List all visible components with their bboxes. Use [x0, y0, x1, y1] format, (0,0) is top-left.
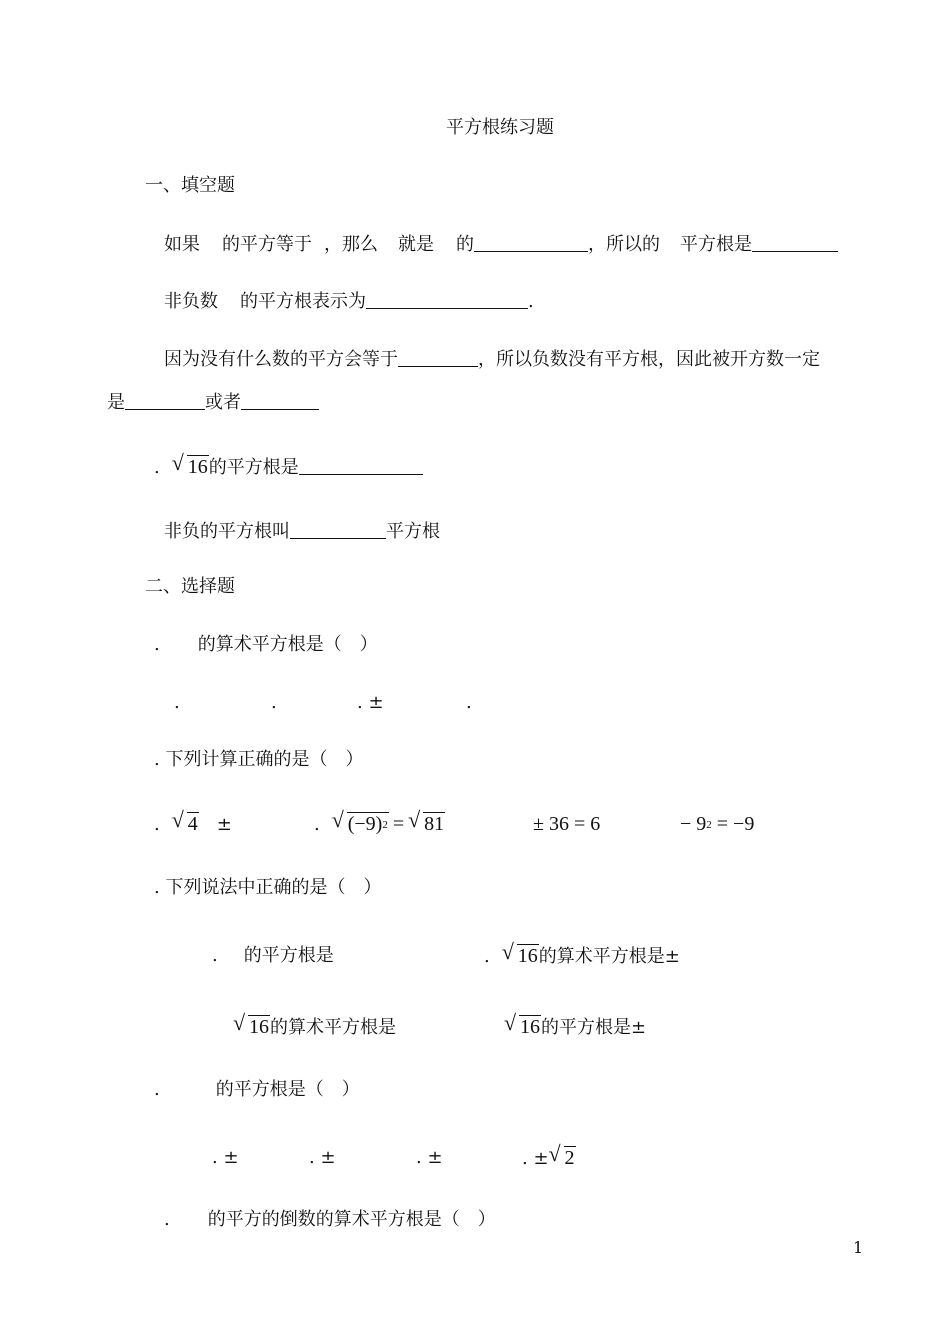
option-dot: . [212, 945, 218, 966]
option-text: 的算术平方根是± [538, 946, 680, 967]
option-text: = −9 [711, 813, 755, 835]
sqrt-expression: √ 4 [171, 807, 198, 835]
option-dot: . [314, 814, 320, 835]
q3-text-a: 因为没有什么数的平方会等于 [164, 349, 398, 370]
fill-question-4 [154, 450, 423, 480]
choice-option-c[interactable]: ± 36 = 6 [533, 813, 601, 835]
q1-text-a: 如果 [164, 234, 200, 255]
q5-text-a: 非负的平方根叫 [164, 521, 290, 542]
choice-option-c[interactable] [233, 1010, 396, 1040]
option-text: 的平方根是 [243, 945, 334, 966]
choice-option-b[interactable] [314, 807, 445, 837]
question-text: 的平方根是（ ） [215, 1079, 360, 1100]
choice-option-c[interactable]: . ± [416, 1147, 443, 1168]
answer-blank[interactable] [241, 389, 319, 410]
choice-option-d[interactable]: . [466, 692, 472, 713]
choice-option-d[interactable] [680, 812, 754, 837]
q3-text-c: 是 [107, 392, 125, 413]
sqrt-expression: √ 16 [171, 450, 208, 478]
q3-text-b: ，所以负数没有平方根，因此被开方数一定 [478, 349, 820, 370]
choice-option-a[interactable]: . ± [212, 1147, 239, 1168]
answer-blank[interactable] [474, 231, 588, 252]
q1-text-f: ，所以的 [588, 234, 660, 255]
fill-question-3-line1 [164, 346, 820, 372]
sqrt-expression: √ 16 [501, 939, 538, 967]
option-dot: . [484, 946, 490, 967]
question-dot: . [154, 634, 160, 655]
choice-option-c[interactable]: . ± [357, 692, 384, 713]
choice-question-5 [164, 1208, 496, 1232]
option-text: − 9 [680, 813, 707, 835]
choice-option-d[interactable] [522, 1141, 576, 1171]
fill-question-2 [164, 288, 534, 314]
page-title: 平方根练习题 [446, 117, 554, 138]
sqrt-expression: √ 2 [548, 1141, 575, 1169]
option-text: 的算术平方根是 [270, 1017, 396, 1038]
choice-option-a[interactable] [212, 944, 334, 968]
q1-text-g: 平方根是 [680, 234, 752, 255]
option-text: ± [216, 814, 232, 835]
question-dot: . [164, 1209, 170, 1230]
q1-text-c: ，那么 [324, 234, 378, 255]
answer-blank[interactable] [125, 389, 205, 410]
answer-blank[interactable] [366, 288, 528, 309]
option-text: 的平方根是± [541, 1017, 647, 1038]
radicand: (−9) [347, 813, 383, 835]
q4-dot: . [154, 457, 160, 478]
q1-text-e: 的 [456, 234, 474, 255]
sqrt-expression: √ 81 [408, 807, 445, 835]
radicand: 81 [424, 813, 445, 835]
q1-text-b: 的平方等于 [222, 234, 312, 255]
radicand: 2 [564, 1147, 575, 1169]
choice-question-4 [154, 1078, 360, 1102]
answer-blank[interactable] [290, 518, 386, 539]
section-heading-multiple-choice: 二、选择题 [145, 576, 235, 597]
answer-blank[interactable] [398, 346, 478, 367]
choice-question-1 [154, 633, 378, 657]
answer-blank[interactable] [299, 454, 423, 475]
choice-option-b[interactable]: . [271, 692, 277, 713]
page-number: 1 [853, 1238, 864, 1257]
question-dot: . [154, 1079, 160, 1100]
radicand: 16 [520, 1016, 540, 1038]
choice-option-b[interactable]: . ± [309, 1147, 336, 1168]
radicand: 16 [517, 945, 538, 967]
question-text: 的算术平方根是（ ） [197, 634, 378, 655]
q3-text-d: 或者 [205, 392, 241, 413]
question-text: 的平方的倒数的算术平方根是（ ） [207, 1209, 496, 1230]
exponent: 2 [706, 819, 712, 831]
choice-question-3: . 下列说法中正确的是（ ） [154, 877, 382, 898]
q2-text-a: 非负数 [164, 291, 218, 312]
fill-question-1 [164, 231, 838, 257]
option-text: . ± [522, 1148, 549, 1169]
choice-option-d[interactable] [504, 1010, 647, 1040]
q2-text-b: 的平方根表示为 [240, 291, 366, 312]
q4-text: 的平方根是 [208, 457, 299, 478]
sqrt-expression: √ 16 [233, 1010, 269, 1038]
fill-question-5 [164, 518, 440, 544]
q1-text-d: 就是 [398, 234, 434, 255]
section-heading-fill-in: 一、填空题 [145, 175, 235, 196]
choice-option-b[interactable] [484, 939, 680, 969]
radicand: 16 [249, 1016, 269, 1038]
choice-option-a[interactable] [154, 807, 232, 837]
radicand: 4 [187, 813, 198, 835]
fill-question-3-line2 [107, 389, 319, 415]
q5-text-b: 平方根 [386, 521, 440, 542]
exponent: 2 [382, 819, 388, 831]
option-dot: . [154, 814, 160, 835]
radicand: 16 [187, 456, 208, 478]
sqrt-expression: √ (−9)2 [331, 807, 388, 835]
q2-text-c: . [528, 291, 534, 312]
choice-question-2: . 下列计算正确的是（ ） [154, 749, 364, 770]
equals-sign: = [392, 813, 405, 835]
choice-option-a[interactable]: . [174, 692, 180, 713]
sqrt-expression: √ 16 [504, 1010, 540, 1038]
answer-blank[interactable] [752, 231, 838, 252]
